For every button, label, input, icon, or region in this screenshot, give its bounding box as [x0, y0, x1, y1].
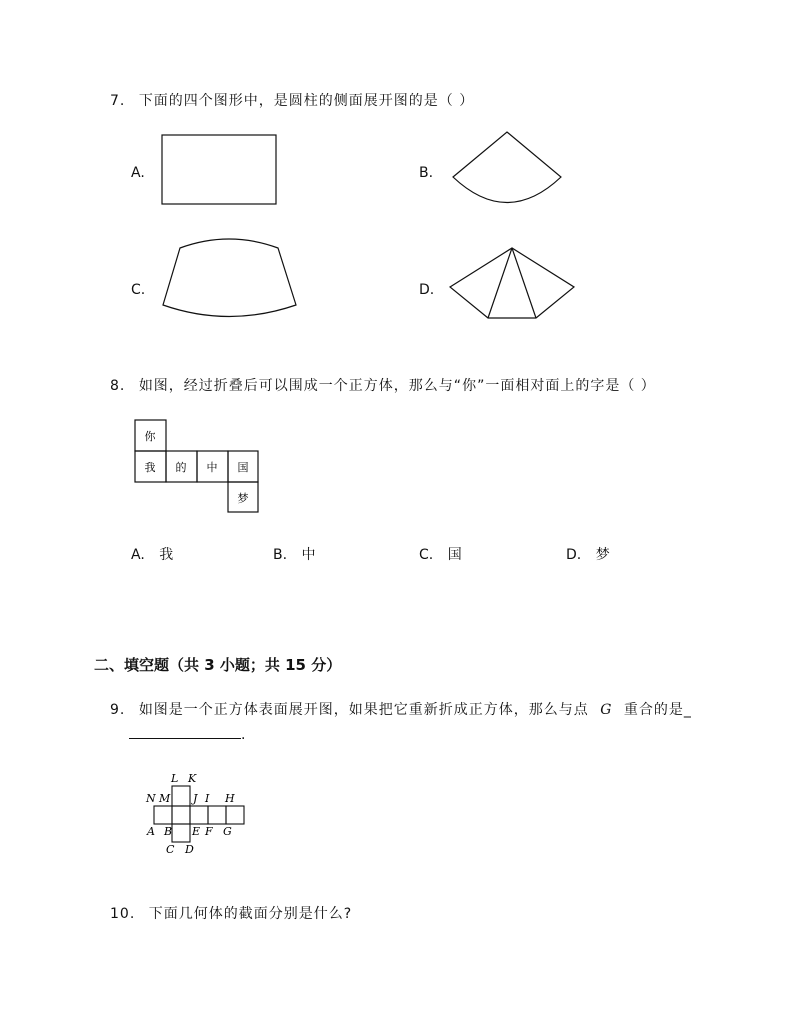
q9-label-m: M [159, 792, 171, 805]
q8-option-d-value: 梦 [595, 547, 610, 563]
q8-option-a-value: 我 [159, 547, 174, 563]
q9-label-d: D [185, 843, 194, 856]
q7-option-a-label[interactable]: A. [131, 165, 145, 181]
q8-net-cell-2: 的 [175, 461, 187, 474]
q8-option-b-value: 中 [301, 547, 316, 563]
q9-text: 如图是一个正方体表面展开图，如果把它重新折成正方体，那么与点 [138, 702, 589, 718]
q9-label-f: F [205, 825, 213, 838]
q10-text: 下面几何体的截面分别是什么? [148, 906, 353, 922]
q8-net-cell-4: 国 [237, 461, 249, 474]
q9-text-tail: 重合的是_ [623, 702, 692, 718]
q7-text: 下面的四个图形中，是圆柱的侧面展开图的是（ ） [138, 93, 475, 109]
q8-option-c-label: C. [419, 547, 434, 563]
q9-label-i: I [205, 792, 210, 805]
q9-label-e: E [192, 825, 201, 838]
q8-net-cell-bottom: 梦 [237, 492, 249, 505]
q9-label-j: J [193, 792, 198, 805]
q7-option-b-label[interactable]: B. [419, 165, 434, 181]
q9-label-n: N [146, 792, 156, 805]
q9-label-h: H [225, 792, 235, 805]
q7-option-c-label[interactable]: C. [131, 282, 146, 298]
q9-end: . [241, 727, 246, 743]
q9-label-l: L [171, 772, 179, 785]
q9-point: G [600, 702, 613, 718]
q8-text: 如图，经过折叠后可以围成一个正方体，那么与“你”一面相对面上的字是（ ） [138, 378, 656, 394]
q9-label-k: K [188, 772, 197, 785]
section-title: 二、填空题（共 3 小题；共 15 分） [94, 656, 342, 674]
q7-option-d-label[interactable]: D. [419, 282, 435, 298]
q8-net-cell-1: 我 [144, 461, 156, 474]
q8-net-cell-top: 你 [144, 430, 156, 443]
q10-number: 10. [110, 906, 136, 922]
q8-net-cell-3: 中 [206, 461, 218, 474]
q9-label-c: C [166, 843, 175, 856]
q8-option-d-label: D. [566, 547, 582, 563]
q9-label-g: G [223, 825, 232, 838]
q8-option-b-label: B. [273, 547, 288, 563]
q7-number: 7. [110, 93, 126, 109]
q10-stem [110, 903, 352, 923]
q8-option-c-value: 国 [447, 547, 462, 563]
q8-option-a-label: A. [131, 547, 145, 563]
q9-number: 9. [110, 702, 126, 718]
q9-label-a: A [147, 825, 155, 838]
q9-label-b: B [164, 825, 173, 838]
q8-number: 8. [110, 378, 126, 394]
